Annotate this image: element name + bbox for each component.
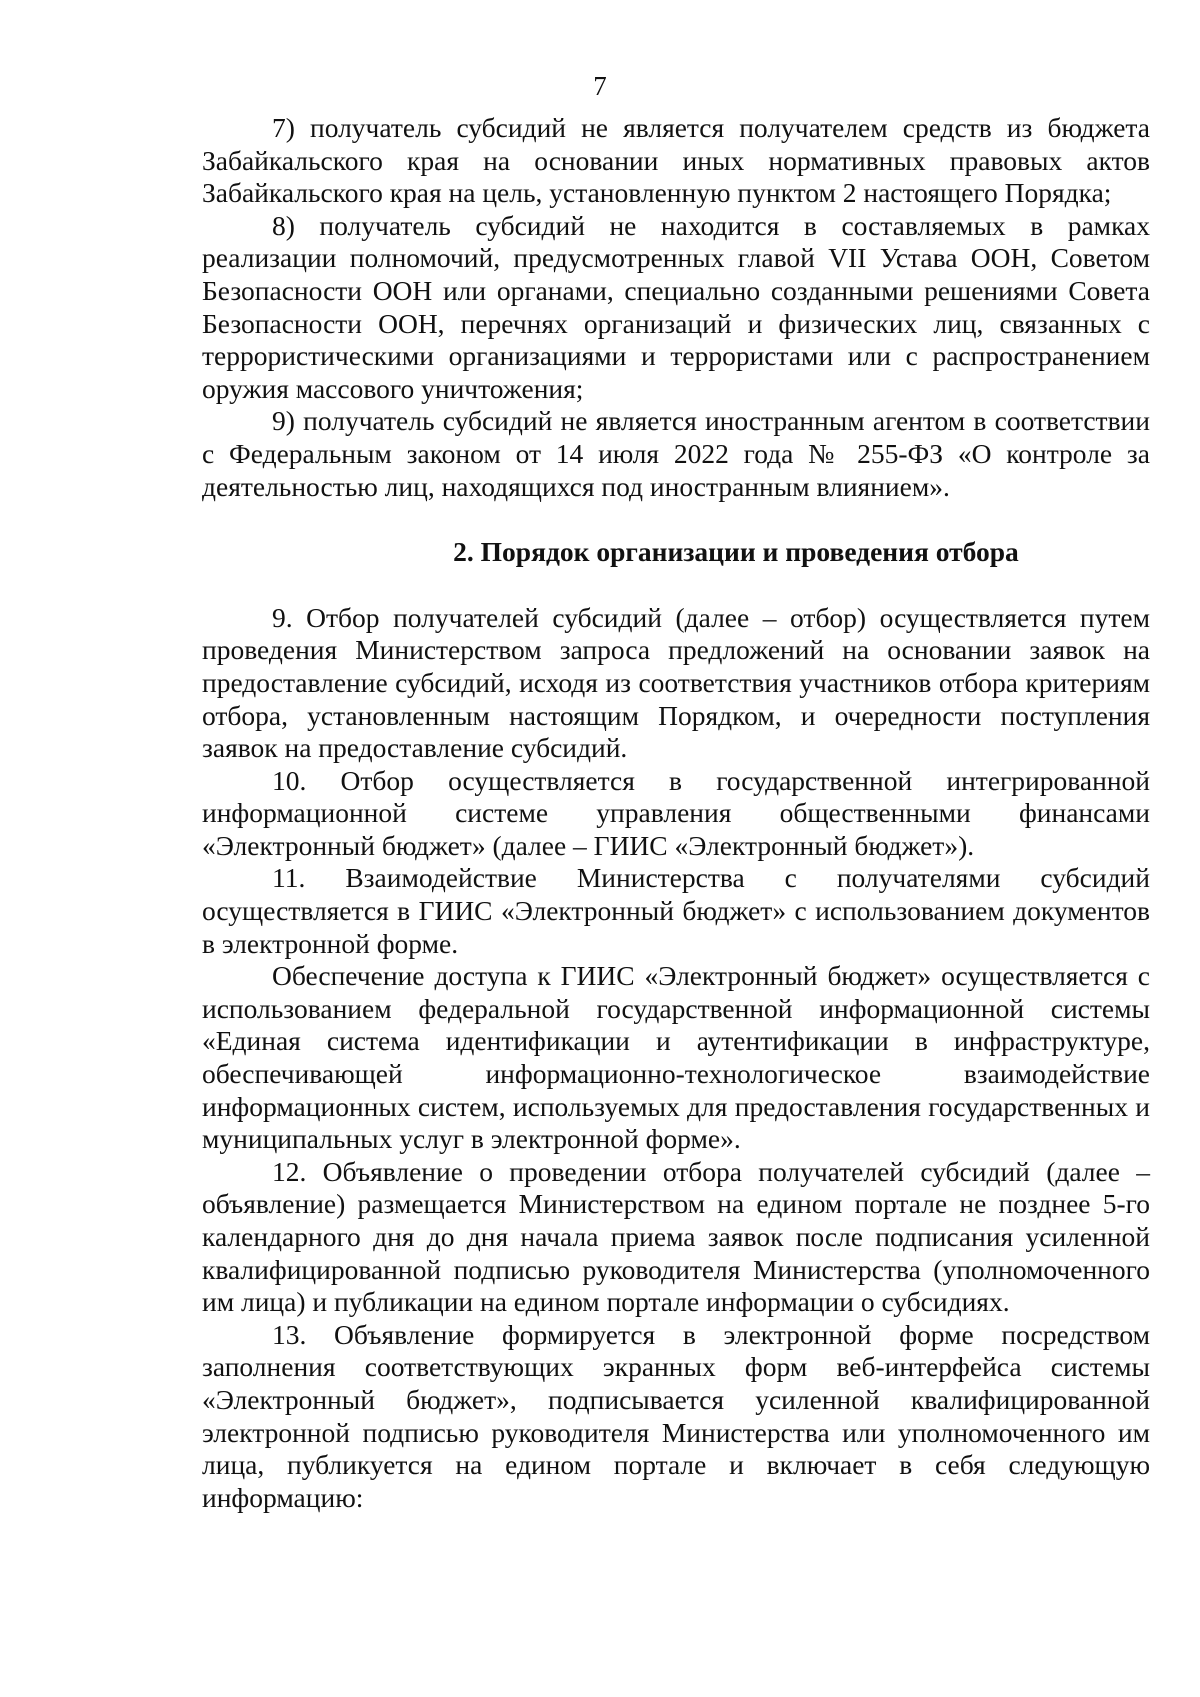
paragraph-clause-13: 13. Объявление формируется в электронной форме посредством заполнения соответствующих экранных форм веб-интерфейса системы «Электронный бюджет», подписывается усиленной квалифицированной электронной подписью руководителя Министерства или уполномоченного им лица, публикуется на едином портале и включает в себя следующую информацию:	[202, 1318, 1150, 1513]
paragraph-item-9: 9) получатель субсидий не является иностранным агентом в соответствии с Федеральным законом от 14 июля 2022 года № 255-ФЗ «О контроле за деятельностью лиц, находящихся под иностранным влиянием».	[202, 405, 1150, 502]
paragraph-item-7: 7) получатель субсидий не является получателем средств из бюджета Забайкальского края на основании иных нормативных правовых актов Забайкальского края на цель, установленную пунктом 2 настоящего Порядка;	[202, 112, 1150, 209]
section-heading: 2. Порядок организации и проведения отбора	[453, 536, 1019, 568]
spacer	[202, 569, 1150, 602]
paragraph-access: Обеспечение доступа к ГИИС «Электронный бюджет» осуществляется с использованием федеральной государственной информационной системы «Единая система идентификации и аутентификации в инфраструктуре, обеспечивающей информационно-технологическое взаимодействие информационных систем, используемых для предоставления государственных и муниципальных услуг в электронной форме».	[202, 960, 1150, 1155]
page-number: 7	[593, 71, 607, 101]
paragraph-clause-9: 9. Отбор получателей субсидий (далее – отбор) осуществляется путем проведения Министерством запроса предложений на основании заявок на предоставление субсидий, исходя из соответствия участников отбора критериям отбора, установленным настоящим Порядком, и очередности поступления заявок на предоставление субсидий.	[202, 601, 1150, 764]
spacer	[202, 503, 1150, 536]
paragraph-clause-11: 11. Взаимодействие Министерства с получателями субсидий осуществляется в ГИИС «Электронный бюджет» с использованием документов в электронной форме.	[202, 862, 1150, 959]
paragraph-clause-10: 10. Отбор осуществляется в государственной интегрированной информационной системе управления общественными финансами «Электронный бюджет» (далее – ГИИС «Электронный бюджет»).	[202, 764, 1150, 861]
document-body	[202, 112, 1150, 1514]
paragraph-item-8: 8) получатель субсидий не находится в составляемых в рамках реализации полномочий, предусмотренных главой VII Устава ООН, Советом Безопасности ООН или органами, специально созданными решениями Совета Безопасности ООН, перечнях организаций и физических лиц, связанных с террористическими организациями и террористами или с распространением оружия массового уничтожения;	[202, 209, 1150, 404]
paragraph-clause-12: 12. Объявление о проведении отбора получателей субсидий (далее – объявление) размещается Министерством на едином портале не позднее 5-го календарного дня до дня начала приема заявок после подписания усиленной квалифицированной подписью руководителя Министерства (уполномоченного им лица) и публикации на едином портале информации о субсидиях.	[202, 1155, 1150, 1318]
